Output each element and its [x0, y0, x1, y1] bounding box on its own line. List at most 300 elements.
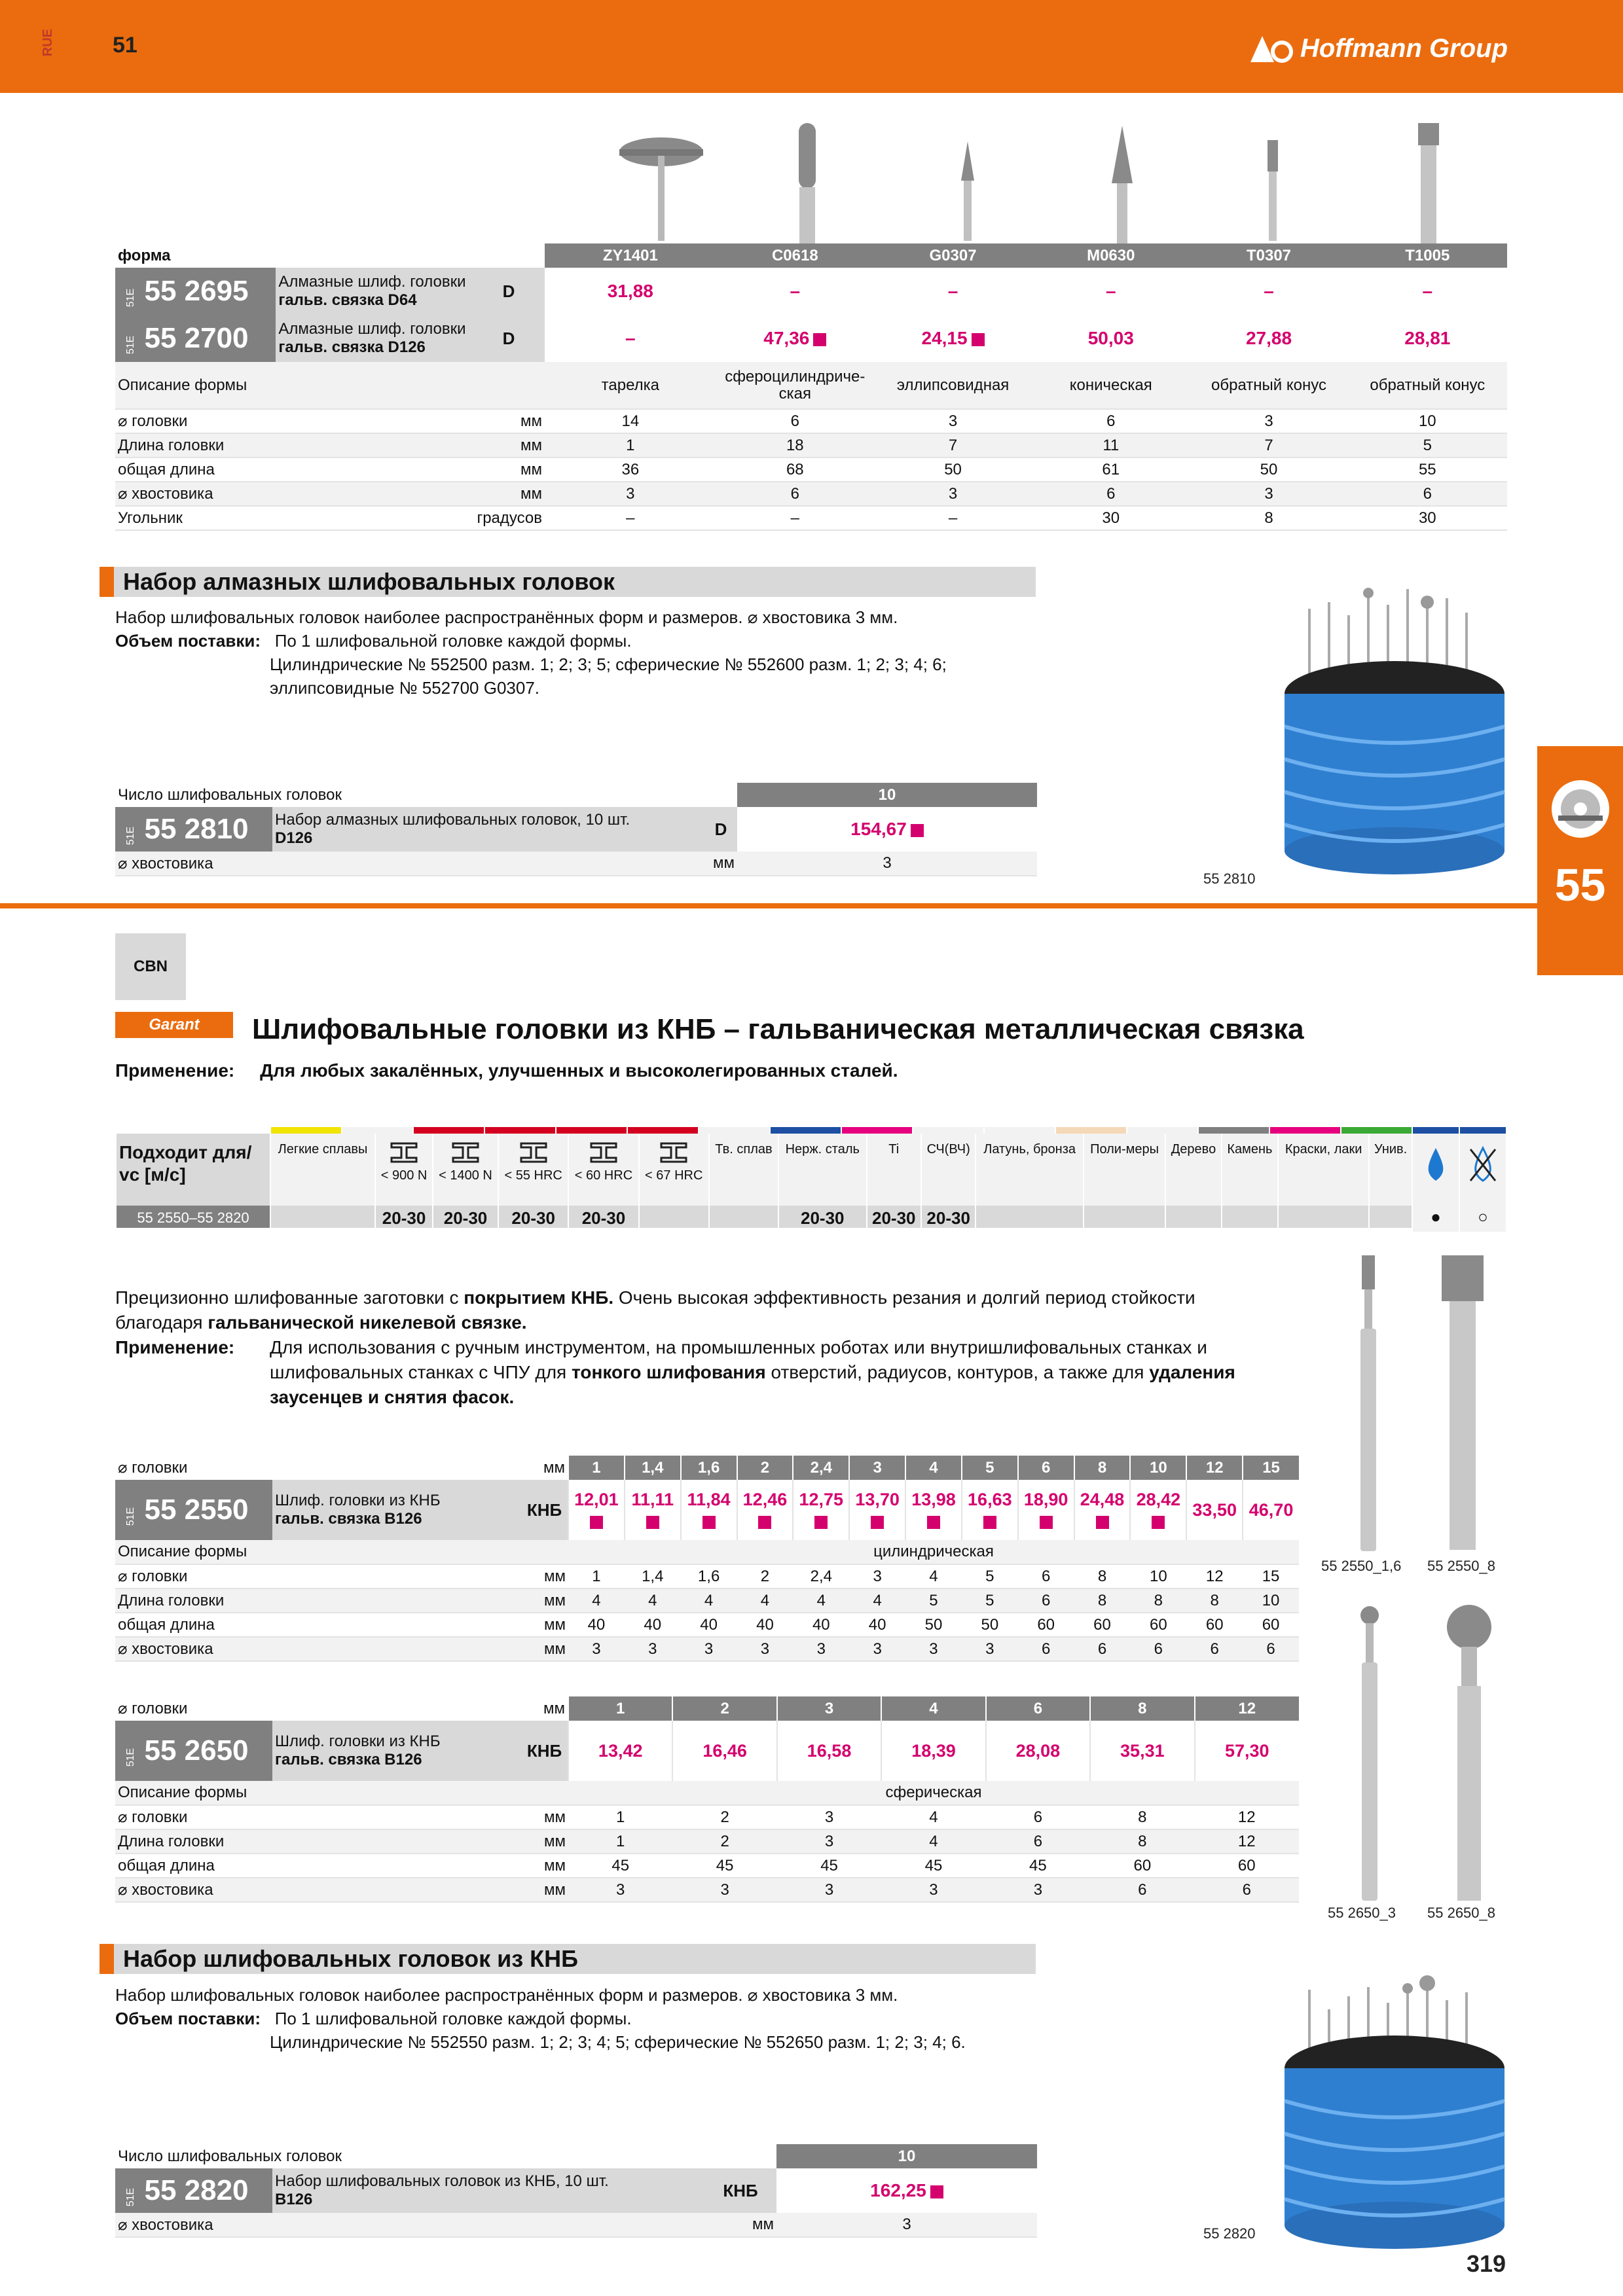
- spec-value: 6: [1348, 482, 1507, 506]
- spec-value: 5: [1348, 433, 1507, 457]
- unit: мм: [473, 409, 545, 433]
- price: –: [790, 281, 801, 301]
- stock-marker-icon: [930, 2185, 943, 2198]
- price: 13,70: [849, 1480, 905, 1540]
- spec-value: 14: [545, 409, 716, 433]
- sku-number[interactable]: 55 2700: [144, 322, 249, 354]
- product-description: Алмазные шлиф. головки гальв. связка D64: [276, 268, 473, 315]
- spec-value: 10: [1130, 1564, 1186, 1588]
- cbn-tag: CBN: [115, 933, 186, 1000]
- spec-value: 3: [793, 1637, 849, 1661]
- form-header-row: [115, 243, 1507, 268]
- spec-value: 8: [1190, 506, 1347, 530]
- price: 154,67: [737, 807, 1037, 852]
- cbn-set-heading: Набор шлифовальных головок из КНБ: [100, 1944, 1036, 1974]
- unit: мм: [521, 1805, 568, 1829]
- diamond-heads-table: [115, 243, 1507, 531]
- spec-value: 6: [1018, 1564, 1074, 1588]
- unit: мм: [521, 1637, 568, 1661]
- head-image-zy1401: [619, 137, 703, 241]
- spec-value: 12: [1195, 1829, 1299, 1854]
- spec-value: 3: [1190, 409, 1347, 433]
- spec-value: 3: [777, 1805, 881, 1829]
- material-name: Латунь, бронза: [983, 1142, 1076, 1157]
- spec-value: 1,4: [625, 1564, 681, 1588]
- spec-value: 2: [672, 1829, 776, 1854]
- spec-value: 5: [962, 1588, 1018, 1613]
- material-name: СЧ(ВЧ): [926, 1142, 970, 1157]
- unit: мм: [521, 1613, 568, 1637]
- shape-value: тарелка: [545, 362, 716, 409]
- strength-label: < 1400 N: [439, 1168, 492, 1183]
- head-image-g0307: [961, 141, 974, 241]
- fit-label: Подходит для/ vc [м/с]: [116, 1134, 270, 1206]
- stock-marker-icon: [758, 1516, 771, 1529]
- cutting-speed: [1278, 1206, 1369, 1228]
- spec-value: 4: [625, 1588, 681, 1613]
- cbn-description: Прецизионно шлифованные заготовки с покрытием КНБ. Очень высокая эффективность резания и долгий период стойкости благодаря гальванической никелевой связке. Применение: Для использования с ручным инструментом, на промышленных роботах или внутришлифовальных станках и шлифовальных станках с ЧПУ для тонкого шлифования отверстий, радиусов, контуров, а также для удаления заусенцев и снятия фасок.: [115, 1287, 1235, 1407]
- spec-value: 3: [905, 1637, 962, 1661]
- spec-value: –: [874, 506, 1032, 530]
- spec-row: [115, 1805, 1299, 1829]
- price: –: [1105, 281, 1116, 301]
- strip: [115, 1127, 270, 1134]
- shape-label: Описание формы: [115, 1540, 568, 1564]
- sku-cell[interactable]: 51E 55 2820: [115, 2168, 272, 2213]
- price: –: [625, 328, 636, 348]
- material-column: [1165, 1134, 1222, 1206]
- material-column: [778, 1134, 867, 1206]
- product-description: Шлиф. головки из КНБ гальв. связка B126: [272, 1480, 521, 1540]
- spec-label: Длина головки: [115, 1829, 521, 1854]
- unit: мм: [521, 1854, 568, 1878]
- product-description: Набор алмазных шлифовальных головок, 10 шт. D126: [272, 807, 704, 852]
- steel-beam-icon: [436, 1141, 495, 1168]
- cutting-speed: [1084, 1206, 1165, 1228]
- sku-number[interactable]: 55 2810: [144, 813, 249, 845]
- spec-label: Угольник: [115, 506, 473, 530]
- spec-value: 40: [681, 1613, 737, 1637]
- product-description: Алмазные шлиф. головки гальв. связка D126: [276, 315, 473, 362]
- spec-value: 3: [672, 1878, 776, 1902]
- spec-row: [115, 1613, 1299, 1637]
- count-label: Число шлифовальных головок: [115, 783, 737, 807]
- spec-value: 3: [777, 1878, 881, 1902]
- chapter-page-number: 51: [113, 33, 137, 58]
- size-header-row: [115, 1456, 1299, 1480]
- form-code: C0618: [716, 243, 874, 268]
- strength-label: < 60 HRC: [574, 1168, 633, 1183]
- image-caption: 55 2550_8: [1427, 1558, 1495, 1574]
- sku-number[interactable]: 55 2820: [144, 2174, 249, 2206]
- cbn-set-table: [115, 2144, 1037, 2238]
- shape-label: Описание формы: [115, 1781, 568, 1805]
- spec-value: 45: [568, 1854, 672, 1878]
- size-value: 8: [1090, 1696, 1194, 1721]
- page-number: 319: [1467, 2250, 1506, 2277]
- spec-row: [115, 506, 1507, 530]
- material-color-strips: [115, 1127, 1412, 1134]
- stock-marker-icon: [590, 1516, 603, 1529]
- spec-value: 3: [568, 1637, 625, 1661]
- spec-value: 3: [625, 1637, 681, 1661]
- sku-number[interactable]: 55 2695: [144, 275, 249, 307]
- price: –: [1422, 281, 1433, 301]
- sku-cell[interactable]: 51E 55 2695: [115, 268, 276, 315]
- spec-value: 4: [681, 1588, 737, 1613]
- spec-value: 12: [1195, 1805, 1299, 1829]
- image-caption: 55 2810: [1203, 870, 1256, 887]
- spec-value: –: [716, 506, 874, 530]
- spec-value: 6: [716, 409, 874, 433]
- spec-label: общая длина: [115, 457, 473, 482]
- material-name: Камень: [1227, 1142, 1273, 1157]
- material-column: [1369, 1134, 1412, 1206]
- spec-value: 4: [568, 1588, 625, 1613]
- price: 33,50: [1186, 1480, 1243, 1540]
- grit-code: D: [473, 268, 545, 315]
- material-strip: [985, 1127, 1055, 1134]
- material-strip: [628, 1127, 698, 1134]
- price: 57,30: [1195, 1721, 1299, 1781]
- spec-value: 2: [737, 1564, 793, 1588]
- cutting-speed: [270, 1206, 375, 1228]
- diamond-set-image: [1270, 576, 1519, 877]
- spec-value: 3: [568, 1878, 672, 1902]
- spec-value: 5: [905, 1588, 962, 1613]
- shape-value: сферическая: [568, 1781, 1299, 1805]
- count-value: 10: [776, 2144, 1037, 2168]
- material-column: [639, 1134, 709, 1206]
- spec-value: 40: [568, 1613, 625, 1637]
- spec-label: ⌀ хвостовика: [115, 1637, 521, 1661]
- form-code: M0630: [1032, 243, 1190, 268]
- material-name: Поли-меры: [1090, 1142, 1159, 1157]
- spec-value: 3: [849, 1564, 905, 1588]
- size-value: 1,6: [681, 1456, 737, 1480]
- section-divider: [0, 903, 1537, 908]
- material-column: [1084, 1134, 1165, 1206]
- price: 16,58: [777, 1721, 881, 1781]
- spec-value: 40: [737, 1613, 793, 1637]
- brand-name: Hoffmann Group: [1300, 33, 1508, 63]
- sku-cell[interactable]: 51E 55 2700: [115, 315, 276, 362]
- grit-code: КНБ: [704, 2168, 776, 2213]
- spec-value: 8: [1130, 1588, 1186, 1613]
- price: 11,11: [625, 1480, 681, 1540]
- spec-value: 18: [716, 433, 874, 457]
- spec-value: 45: [881, 1854, 985, 1878]
- size-value: 10: [1130, 1456, 1186, 1480]
- size-value: 3: [849, 1456, 905, 1480]
- cutting-speed: [639, 1206, 709, 1228]
- spec-value: 60: [1074, 1613, 1131, 1637]
- material-strip: [771, 1127, 841, 1134]
- grit-code: КНБ: [521, 1480, 568, 1540]
- price: 24,48: [1074, 1480, 1131, 1540]
- spec-label: ⌀ хвостовика: [115, 1878, 521, 1902]
- spec-value: 3: [874, 482, 1032, 506]
- cutting-speed: 20-30: [778, 1206, 867, 1228]
- size-value: 3: [777, 1696, 881, 1721]
- sku-cell[interactable]: 51E 55 2550: [115, 1480, 272, 1540]
- spec-value: 1: [568, 1805, 672, 1829]
- materials-table: [115, 1134, 1412, 1228]
- cbn-set-image: [1270, 1964, 1519, 2251]
- spec-value: 5: [962, 1564, 1018, 1588]
- spec-value: 4: [849, 1588, 905, 1613]
- spec-value: 60: [1018, 1613, 1074, 1637]
- spec-label: Длина головки: [115, 433, 473, 457]
- size-value: 1: [568, 1696, 672, 1721]
- size-value: 5: [962, 1456, 1018, 1480]
- stock-marker-icon: [911, 824, 924, 837]
- spec-row: [115, 1854, 1299, 1878]
- cutting-speed: 20-30: [433, 1206, 498, 1228]
- spec-value: –: [545, 506, 716, 530]
- spec-value: 1: [545, 433, 716, 457]
- material-strip: [842, 1127, 912, 1134]
- price: 28,08: [986, 1721, 1090, 1781]
- spec-label: общая длина: [115, 1613, 521, 1637]
- price: 11,84: [681, 1480, 737, 1540]
- spec-row: [115, 1564, 1299, 1588]
- cbn-cylindrical-table: [115, 1456, 1299, 1662]
- cbn-spherical-table: [115, 1696, 1299, 1903]
- spec-value: 2: [672, 1805, 776, 1829]
- price: 16,46: [672, 1721, 776, 1781]
- spec-row: [115, 482, 1507, 506]
- price: 27,88: [1245, 328, 1292, 348]
- product-row: [115, 268, 1507, 315]
- shank-label: ⌀ хвостовика: [115, 852, 704, 876]
- spec-label: Длина головки: [115, 1588, 521, 1613]
- size-value: 4: [905, 1456, 962, 1480]
- unit: мм: [473, 482, 545, 506]
- count-value: 10: [737, 783, 1037, 807]
- material-column: [1278, 1134, 1369, 1206]
- shape-value: обратный конус: [1190, 362, 1347, 409]
- shape-value: сфероцилиндриче-ская: [716, 362, 874, 409]
- size-value: 6: [986, 1696, 1090, 1721]
- unit: мм: [704, 852, 737, 876]
- shape-value: коническая: [1032, 362, 1190, 409]
- unit: мм: [521, 1564, 568, 1588]
- count-label: Число шлифовальных головок: [115, 2144, 776, 2168]
- material-strip: [1199, 1127, 1269, 1134]
- material-name: Унив.: [1374, 1142, 1408, 1157]
- size-value: 2: [672, 1696, 776, 1721]
- spec-value: 45: [777, 1854, 881, 1878]
- spec-value: 3: [681, 1637, 737, 1661]
- spec-value: 50: [905, 1613, 962, 1637]
- size-value: 8: [1074, 1456, 1131, 1480]
- grit-code: D: [704, 807, 737, 852]
- spec-row: [115, 409, 1507, 433]
- spec-value: 8: [1074, 1564, 1131, 1588]
- material-strip: [485, 1127, 555, 1134]
- cutting-speed: 20-30: [568, 1206, 638, 1228]
- spec-row: [115, 433, 1507, 457]
- unit: мм: [521, 1456, 568, 1480]
- form-code: T1005: [1348, 243, 1507, 268]
- stock-marker-icon: [1096, 1516, 1109, 1529]
- spec-value: 3: [849, 1637, 905, 1661]
- stock-marker-icon: [871, 1516, 884, 1529]
- material-column: [375, 1134, 433, 1206]
- cutting-speed: [1222, 1206, 1278, 1228]
- material-strip: [1056, 1127, 1126, 1134]
- spec-value: 8: [1090, 1805, 1194, 1829]
- diamond-set-heading: Набор алмазных шлифовальных головок: [100, 567, 1036, 597]
- spec-value: 1: [568, 1564, 625, 1588]
- spec-value: 6: [1195, 1878, 1299, 1902]
- price: 12,01: [568, 1480, 625, 1540]
- sku-cell[interactable]: 51E 55 2810: [115, 807, 272, 852]
- spec-value: 55: [1348, 457, 1507, 482]
- spec-row: [115, 1829, 1299, 1854]
- spec-value: 40: [849, 1613, 905, 1637]
- spec-value: 11: [1032, 433, 1190, 457]
- spec-value: 1,6: [681, 1564, 737, 1588]
- spec-value: 2,4: [793, 1564, 849, 1588]
- stock-marker-icon: [927, 1516, 940, 1529]
- coolant-icons: [1413, 1127, 1504, 1232]
- spec-label: ⌀ головки: [115, 1805, 521, 1829]
- spec-label: общая длина: [115, 1854, 521, 1878]
- spec-value: 3: [881, 1878, 985, 1902]
- sku-cell[interactable]: 51E 55 2650: [115, 1721, 272, 1781]
- product-description: Набор шлифовальных головок из КНБ, 10 шт. B126: [272, 2168, 704, 2213]
- diamond-set-text: Набор шлифовальных головок наиболее распространённых форм и размеров. ⌀ хвостовика 3 мм. Объем поставки: По 1 шлифовальной головке каждой формы. Цилиндрические № 552500 разм. 1; 2; 3; 5; сферические № 552600 разм. 1; 2; 3; 4; 6; эллипсовидные № 552700 G0307.: [115, 607, 947, 698]
- material-name: Краски, лаки: [1285, 1142, 1362, 1157]
- cbn-set-text: Набор шлифовальных головок наиболее распространённых форм и размеров. ⌀ хвостовика 3 мм. Объем поставки: По 1 шлифовальной головке каждой формы. Цилиндрические № 552550 разм. 1; 2; 3; 4; 5; сферические № 552650 разм. 1; 2; 3; 4; 6.: [115, 1985, 966, 2052]
- spec-value: 3: [874, 409, 1032, 433]
- spec-value: 50: [962, 1613, 1018, 1637]
- shape-value: цилиндрическая: [568, 1540, 1299, 1564]
- spec-label: ⌀ головки: [115, 409, 473, 433]
- spec-value: 6: [1032, 482, 1190, 506]
- material-name: Легкие сплавы: [278, 1142, 368, 1157]
- stock-marker-icon: [983, 1516, 996, 1529]
- spec-value: 40: [793, 1613, 849, 1637]
- spec-value: 6: [1090, 1878, 1194, 1902]
- spec-row: [115, 1878, 1299, 1902]
- material-column: [433, 1134, 498, 1206]
- cutting-speed: 20-30: [921, 1206, 976, 1228]
- garant-brand: Garant: [149, 1016, 200, 1033]
- sku-number[interactable]: 55 2650: [144, 1734, 249, 1767]
- image-caption: 55 2650_3: [1328, 1905, 1396, 1921]
- product-row: [115, 1721, 1299, 1781]
- cutting-speed: 20-30: [498, 1206, 568, 1228]
- cutting-speed: 20-30: [375, 1206, 433, 1228]
- spec-value: 45: [986, 1854, 1090, 1878]
- spec-value: 6: [1074, 1637, 1131, 1661]
- spec-label: ⌀ хвостовика: [115, 482, 473, 506]
- material-column: [921, 1134, 976, 1206]
- spec-value: 4: [737, 1588, 793, 1613]
- size-value: 2,4: [793, 1456, 849, 1480]
- cutting-speed: [709, 1206, 778, 1228]
- cutting-speed: [1165, 1206, 1222, 1228]
- range-label: 55 2550–55 2820: [116, 1206, 270, 1228]
- price: 13,42: [568, 1721, 672, 1781]
- image-caption: 55 2650_8: [1427, 1905, 1495, 1921]
- spec-value: 10: [1348, 409, 1507, 433]
- spec-value: 61: [1032, 457, 1190, 482]
- form-code: T0307: [1190, 243, 1347, 268]
- size-value: 1,4: [625, 1456, 681, 1480]
- spec-value: 50: [874, 457, 1032, 482]
- material-column: [709, 1134, 778, 1206]
- spec-value: 68: [716, 457, 874, 482]
- head-image-t0307: [1267, 140, 1278, 241]
- spec-value: 60: [1195, 1854, 1299, 1878]
- strength-label: < 900 N: [380, 1168, 428, 1183]
- product-row: [115, 315, 1507, 362]
- spec-label: ⌀ головки: [115, 1564, 521, 1588]
- cutting-speed: 20-30: [867, 1206, 921, 1228]
- spec-row: [115, 457, 1507, 482]
- spec-value: 7: [1190, 433, 1347, 457]
- price: 18,39: [881, 1721, 985, 1781]
- head-image-t1005: [1418, 123, 1439, 243]
- stock-marker-icon: [702, 1516, 716, 1529]
- spec-value: 6: [716, 482, 874, 506]
- price: 162,25: [776, 2168, 1037, 2213]
- garant-logo: [115, 1012, 233, 1038]
- form-code: ZY1401: [545, 243, 716, 268]
- diamond-set-table: [115, 783, 1037, 876]
- grinding-wheel-icon: [1552, 780, 1609, 838]
- size-value: 6: [1018, 1456, 1074, 1480]
- price: 18,90: [1018, 1480, 1074, 1540]
- material-column: [1222, 1134, 1278, 1206]
- size-value: 12: [1186, 1456, 1243, 1480]
- spec-value: 6: [1186, 1637, 1243, 1661]
- size-value: 12: [1195, 1696, 1299, 1721]
- spec-value: 8: [1186, 1588, 1243, 1613]
- material-strip: [1341, 1127, 1412, 1134]
- material-column: [568, 1134, 638, 1206]
- price: 16,63: [962, 1480, 1018, 1540]
- image-caption: 55 2820: [1203, 2225, 1256, 2242]
- spec-value: 3: [777, 1829, 881, 1854]
- material-name: Дерево: [1171, 1142, 1216, 1157]
- unit: мм: [521, 1696, 568, 1721]
- brand-logo: [1248, 29, 1508, 68]
- shank-value: 3: [737, 852, 1037, 876]
- unit: мм: [521, 1878, 568, 1902]
- shape-row: [115, 1781, 1299, 1805]
- head-image-m0630: [1112, 126, 1133, 243]
- hoffmann-logo-icon: [1248, 32, 1294, 65]
- steel-beam-icon: [501, 1141, 565, 1168]
- grit-code: КНБ: [521, 1721, 568, 1781]
- material-strip: [699, 1127, 769, 1134]
- material-strip: [913, 1127, 983, 1134]
- material-column: [867, 1134, 921, 1206]
- spec-value: 4: [881, 1829, 985, 1854]
- sku-number[interactable]: 55 2550: [144, 1494, 249, 1526]
- price: 28,81: [1404, 328, 1451, 348]
- spec-value: 60: [1130, 1613, 1186, 1637]
- spec-row: [115, 1637, 1299, 1661]
- spec-value: 60: [1243, 1613, 1299, 1637]
- strength-label: < 67 HRC: [645, 1168, 703, 1183]
- spec-value: 4: [793, 1588, 849, 1613]
